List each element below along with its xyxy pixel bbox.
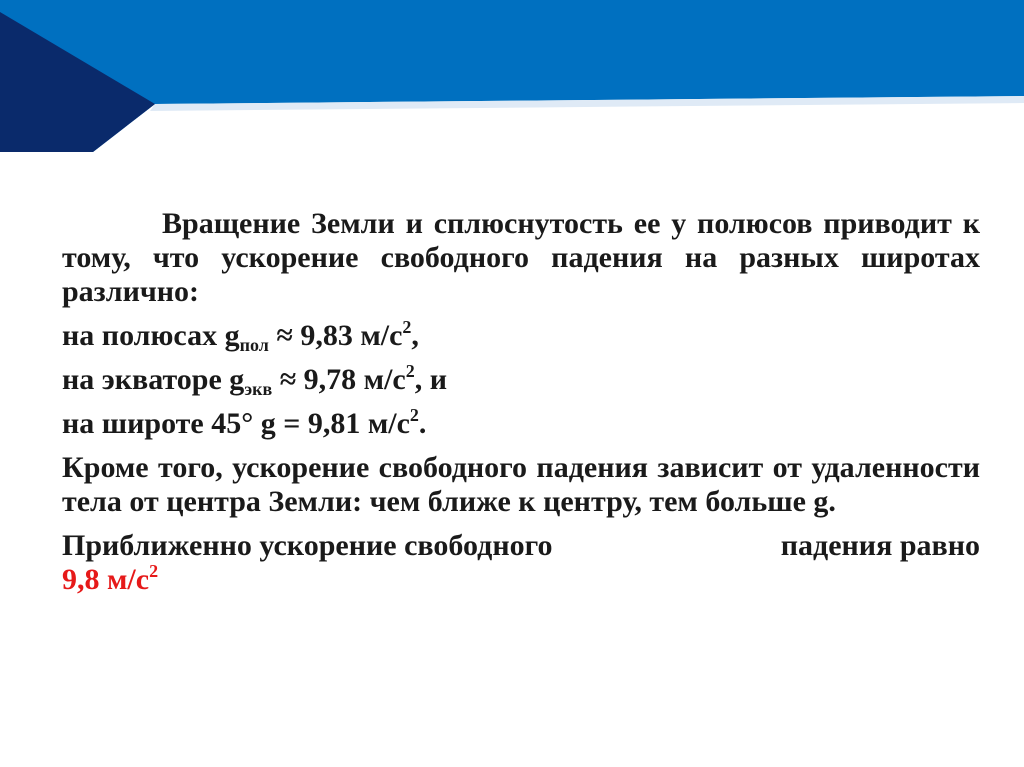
approx-line	[62, 529, 980, 563]
equator-superscript: 2	[405, 361, 415, 381]
pole-suffix: ,	[411, 319, 419, 352]
pole-label: на полюсах g	[62, 319, 240, 352]
approx-value	[62, 563, 980, 597]
equator-value: ≈ 9,78 м/с	[272, 363, 406, 396]
banner-blue-band	[0, 0, 1024, 152]
approx-right-text: падения равно	[780, 529, 980, 562]
pole-superscript: 2	[402, 317, 412, 337]
lat45-gravity-line	[62, 407, 980, 441]
approx-value-superscript: 2	[149, 561, 159, 581]
lat45-label: на широте 45° g = 9,81 м/с	[62, 407, 410, 440]
slide-body	[62, 207, 980, 607]
pole-value: ≈ 9,83 м/с	[268, 319, 403, 352]
equator-subscript: экв	[244, 379, 273, 399]
header-banner	[0, 0, 1024, 160]
equator-suffix: , и	[414, 363, 448, 396]
approx-value-number: 9,8 м/с	[62, 563, 150, 596]
pole-subscript: пол	[239, 335, 269, 355]
lat45-superscript: 2	[409, 405, 419, 425]
approx-left-text: Приближенно ускорение свободного	[62, 529, 553, 562]
pole-gravity-line	[62, 319, 980, 353]
distance-paragraph: Кроме того, ускорение свободного падения зависит от удаленности тела от центра Земли: чем ближе к центру, тем больше g.	[62, 451, 980, 518]
equator-label: на экваторе g	[62, 363, 245, 396]
equator-gravity-line	[62, 363, 980, 397]
lat45-suffix: .	[418, 407, 427, 440]
intro-paragraph: Вращение Земли и сплюснутость ее у полюсов приводит к тому, что ускорение свободного падения на разных широтах различно:	[62, 207, 980, 308]
